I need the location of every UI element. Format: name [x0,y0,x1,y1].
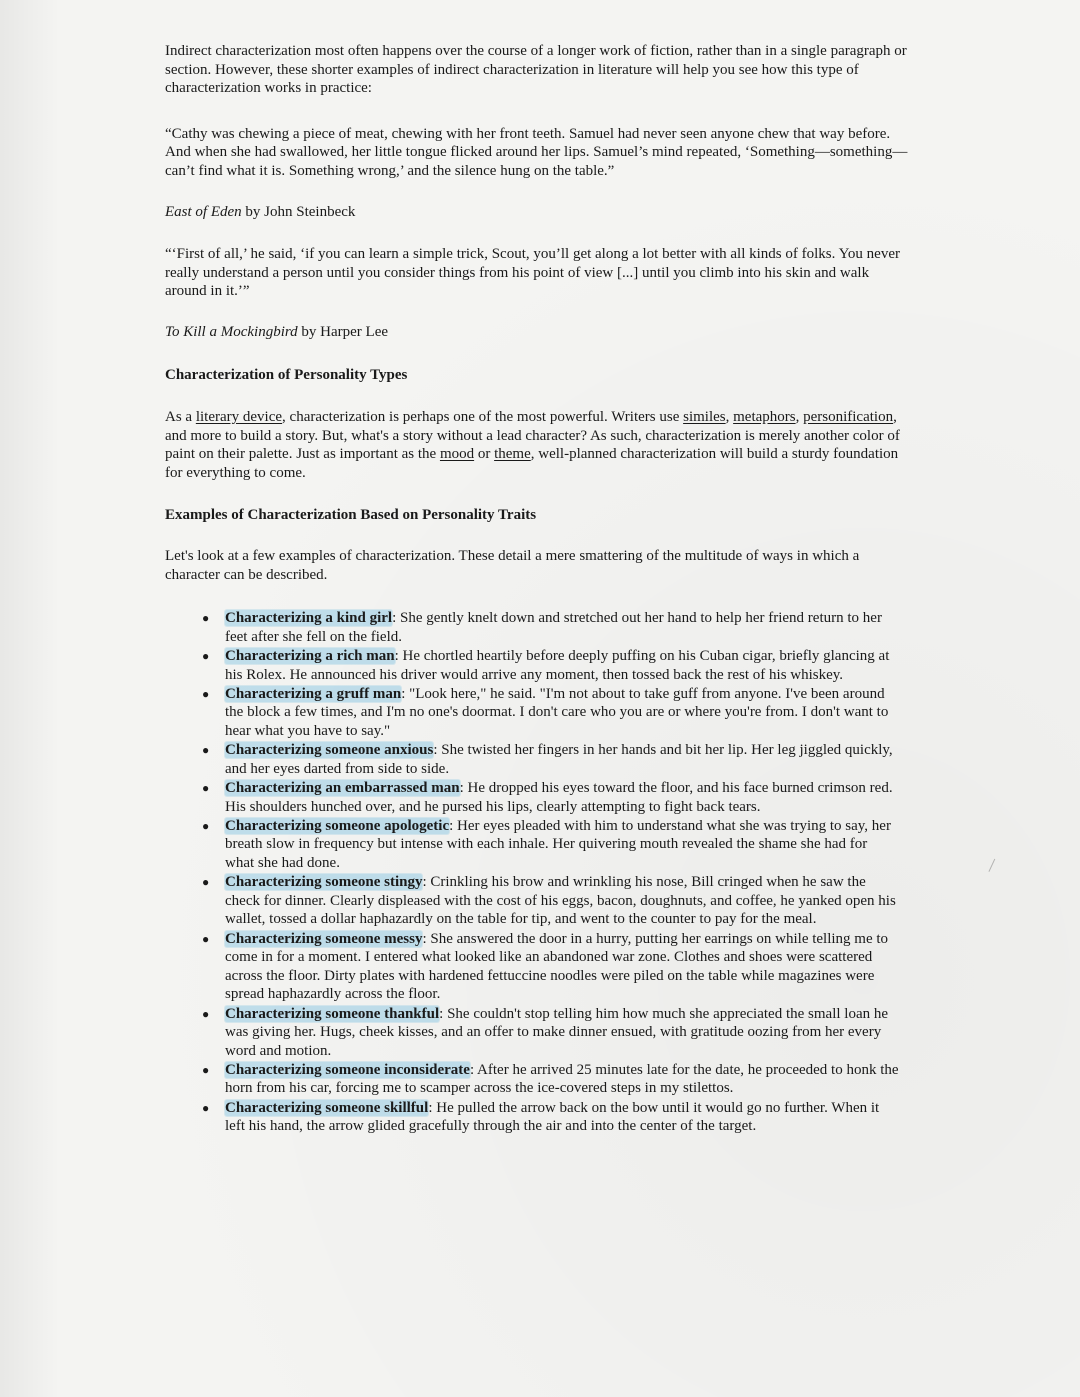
trait-item [202,873,900,929]
citation-mockingbird [165,323,910,342]
link-similes[interactable]: similes [683,409,726,426]
book-title-east-of-eden: East of Eden [165,203,242,220]
bullet-icon: ● [202,743,210,758]
bullet-icon: ● [202,1062,210,1077]
bullet-icon: ● [202,818,210,833]
quote-east-of-eden: “Cathy was chewing a piece of meat, chewing with her front teeth. Samuel had never seen anyone chew that way before. And when she had swallowed, her little tongue flicked around her lips. Samuel’s mind repeated, ‘Something—something—can’t find what it is. Something wrong,’ and the silence hung on the table.” [165,125,908,179]
text-fragment: , [795,409,804,426]
text-fragment: or [474,446,495,463]
bullet-icon: ● [202,1100,210,1115]
heading-personality-types: Characterization of Personality Types [165,366,408,383]
trait-description: : "Look here," he said. "I'm not about to take guff from anyone. I've been around the block a few times, and I'm no one's doormat. I don't care who you are or where you're from. I don't want to hear what you have to say." [225,685,889,740]
text-fragment: , and more to build a story. But, what's a story without a lead character? As such, characterization is merely another color of paint on their palette. Just as important as the [165,409,900,463]
byline-steinbeck: by John Steinbeck [241,203,356,220]
trait-item [202,647,900,684]
link-literary-device[interactable]: literary device [195,409,283,426]
text-fragment: , characterization is perhaps one of the most powerful. Writers use [282,409,684,426]
citation-east-of-eden [165,203,910,222]
intro-paragraph: Indirect characterization most often happens over the course of a longer work of fiction, rather than in a single paragraph or section. However, these shorter examples of indirect characterization in literature will help you see how this type of characterization works in practice: [165,43,907,97]
trait-description: : Crinkling his brow and wrinkling his nose, Bill cringed when he saw the check for dinner. Clearly displeased with the cost of his eggs, bacon, doughnuts, and coffee, he yanked open his wallet, tossed a dollar haphazardly on the table for tip, and went to the counter to pay for the meal. [225,874,896,928]
document-body [165,42,910,1136]
trait-item [202,609,900,646]
trait-item [202,817,900,873]
text-fragment: , well-planned characterization will build a sturdy foundation for everything to come. [165,446,899,481]
trait-label-highlighted: Characterizing someone stingy [225,874,423,891]
trait-description: : He pulled the arrow back on the bow until it would go no further. When it left his hand, the arrow glided gracefully through the air and into the center of the target. [225,1099,880,1135]
pencil-mark [988,859,1002,875]
trait-description: : Her eyes pleaded with him to understand what she was trying to say, her breath slow in frequency but intense with each inhale. Her quivering mouth revealed the shame she had for what she had done. [225,817,891,871]
trait-item [202,685,900,741]
book-title-mockingbird: To Kill a Mockingbird [165,323,298,340]
trait-item [202,1005,900,1061]
trait-item [202,741,900,778]
trait-description: : After he arrived 25 minutes late for the date, he proceeded to honk the horn from his car, forcing me to scamper across the ice-covered steps in my stilettos. [225,1061,899,1097]
byline-harper-lee: by Harper Lee [297,323,389,340]
bullet-icon: ● [202,649,210,664]
trait-label-highlighted: Characterizing a gruff man [225,685,402,702]
trait-item [202,1099,900,1136]
link-mood[interactable]: mood [439,446,475,463]
trait-label-highlighted: Characterizing someone apologetic [225,817,450,834]
quote-mockingbird: “‘First of all,’ he said, ‘if you can learn a simple trick, Scout, you’ll get along a lot better with all kinds of folks. You never really understand a person until you consider things from his point of view [...] until you climb into his skin and walk around in it.’” [165,246,900,300]
bullet-icon: ● [202,611,210,626]
trait-description: : She answered the door in a hurry, putting her earrings on while telling me to come in for a moment. I entered what looked like an abandoned war zone. Clothes and shoes were scattered across the floor. Dirty plates with hardened fettuccine noodles were piled on the table while magazines were spread haphazardly across the floor. [225,930,889,1003]
bullet-icon: ● [202,686,210,701]
trait-description: : She twisted her fingers in her hands and bit her lip. Her leg jiggled quickly, and her eyes darted from side to side. [225,742,893,777]
trait-label-highlighted: Characterizing someone anxious [225,742,434,759]
examples-intro-paragraph: Let's look at a few examples of characterization. These detail a mere smattering of the multitude of ways in which a character can be described. [165,548,860,583]
trait-label-highlighted: Characterizing a rich man [225,648,395,665]
trait-description: : She couldn't stop telling him how much she appreciated the small loan he was giving her. Hugs, cheek kisses, and an offer to make dinner ensued, with gratitude oozing from her every word and motion. [225,1005,889,1059]
trait-label-highlighted: Characterizing someone thankful [225,1005,440,1022]
trait-label-highlighted: Characterizing someone inconsiderate [225,1061,470,1078]
text-fragment: As a [165,409,196,426]
heading-examples: Examples of Characterization Based on Personality Traits [165,506,537,523]
link-theme[interactable]: theme [494,446,531,463]
bullet-icon: ● [202,781,210,795]
bullet-icon: ● [202,875,210,890]
trait-item [202,930,900,1004]
trait-label-highlighted: Characterizing a kind girl [225,610,393,627]
trait-item [202,1061,900,1098]
trait-description: : She gently knelt down and stretched out her hand to help her friend return to her feet after she fell on the field. [225,610,882,645]
trait-label-highlighted: Characterizing someone messy [225,930,423,947]
trait-label-highlighted: Characterizing someone skillful [225,1099,429,1116]
trait-description: : He chortled heartily before deeply puffing on his Cuban cigar, briefly glancing at his Rolex. He announced his driver would arrive any moment, then tossed back the rest of his whiskey. [225,648,890,683]
trait-description: : He dropped his eyes toward the floor, and his face burned crimson red. His shoulders hunched over, and he pursed his lips, clearly attempting to fight back tears. [225,780,893,815]
trait-examples-list [202,609,900,1136]
text-fragment: , [725,409,734,426]
bullet-icon: ● [202,1006,210,1021]
trait-label-highlighted: Characterizing an embarrassed man [225,780,460,796]
link-metaphors[interactable]: metaphors [733,409,796,426]
bullet-icon: ● [202,931,210,946]
literary-device-paragraph [165,408,910,482]
link-personification[interactable]: personification [803,409,894,426]
trait-item [202,779,900,816]
